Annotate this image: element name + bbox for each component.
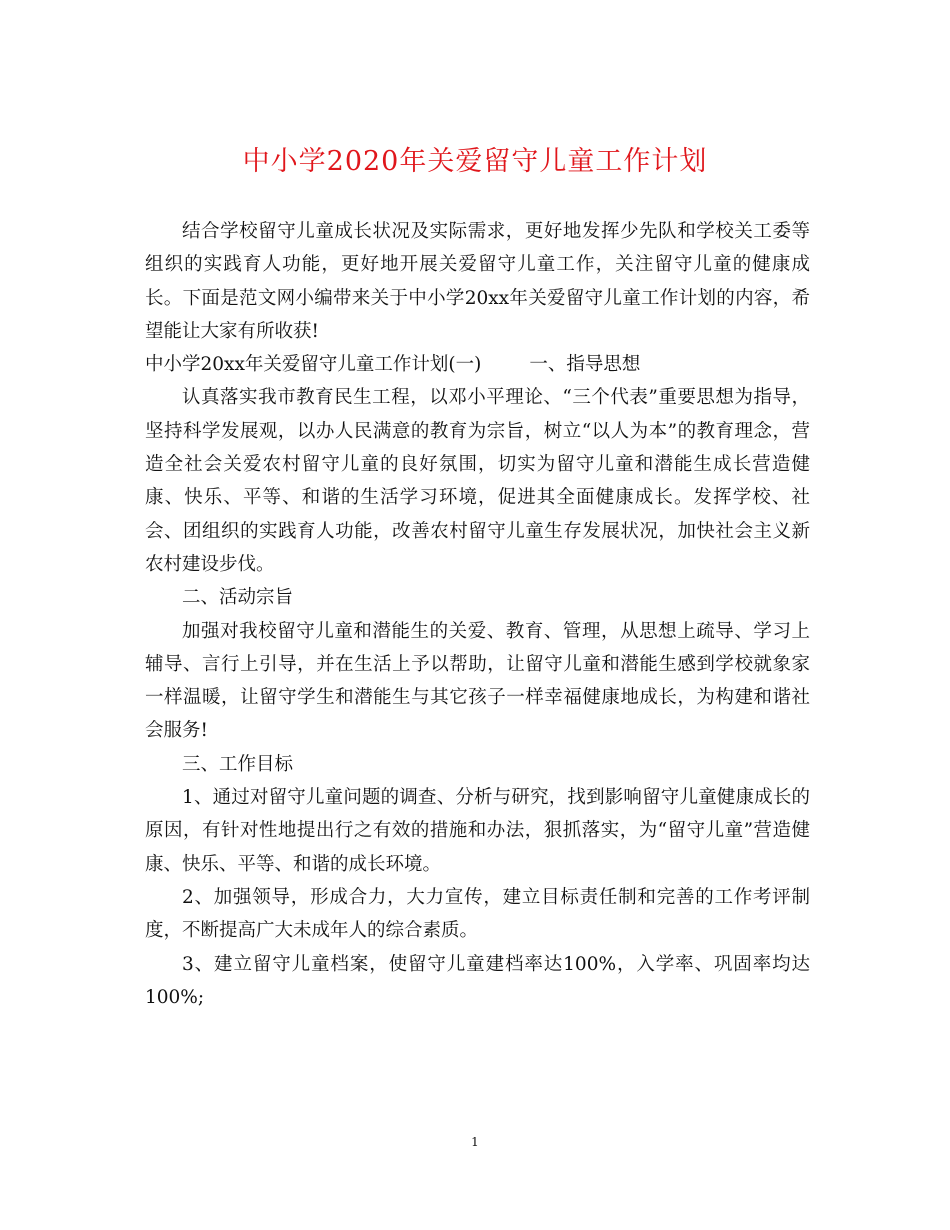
section2-paragraph: 加强对我校留守儿童和潜能生的关爱、教育、管理，从思想上疏导、学习上辅导、言行上引导，并在生活上予以帮助，让留守儿童和潜能生感到学校就象家一样温暖，让留守学生和潜能生与其它孩子一样幸福健康地成长，为构建和谐社会服务! — [145, 620, 810, 742]
intro-paragraph: 结合学校留守儿童成长状况及实际需求，更好地发挥少先队和学校关工委等组织的实践育人功能，更好地开展关爱留守儿童工作，关注留守儿童的健康成长。下面是范文网小编带来关于中小学20xx年关爱留守儿童工作计划的内容，希望能让大家有所收获! — [145, 221, 810, 342]
goal-item-3: 3、建立留守儿童档案，使留守儿童建档率达100%，入学率、巩固率均达100%; — [145, 953, 810, 1008]
goal-item-1: 1、通过对留守儿童问题的调查、分析与研究，找到影响留守儿童健康成长的原因，有针对性地提出行之有效的措施和办法，狠抓落实，为“留守儿童”营造健康、快乐、平等、和谐的成长环境。 — [145, 787, 810, 875]
plan-heading-line — [145, 348, 810, 381]
plan-heading: 中小学20xx年关爱留守儿童工作计划(一) — [145, 354, 482, 376]
section2-heading: 二、活动宗旨 — [182, 587, 294, 609]
document-body — [145, 215, 810, 1014]
section1-paragraph: 认真落实我市教育民生工程，以邓小平理论、“三个代表”重要思想为指导，坚持科学发展观，以办人民满意的教育为宗旨，树立“以人为本”的教育理念，营造全社会关爱农村留守儿童的良好氛围，切实为留守儿童和潜能生成长营造健康、快乐、平等、和谐的生活学习环境，促进其全面健康成长。发挥学校、社会、团组织的实践育人功能，改善农村留守儿童生存发展状况，加快社会主义新农村建设步伐。 — [145, 387, 810, 575]
section1-heading: 一、指导思想 — [529, 354, 641, 376]
document-title: 中小学2020年关爱留守儿童工作计划 — [242, 146, 708, 177]
page-number: 1 — [471, 1135, 479, 1149]
goal-item-2: 2、加强领导，形成合力，大力宣传，建立目标责任制和完善的工作考评制度，不断提高广大未成年人的综合素质。 — [145, 886, 810, 942]
section3-heading: 三、工作目标 — [182, 753, 294, 775]
